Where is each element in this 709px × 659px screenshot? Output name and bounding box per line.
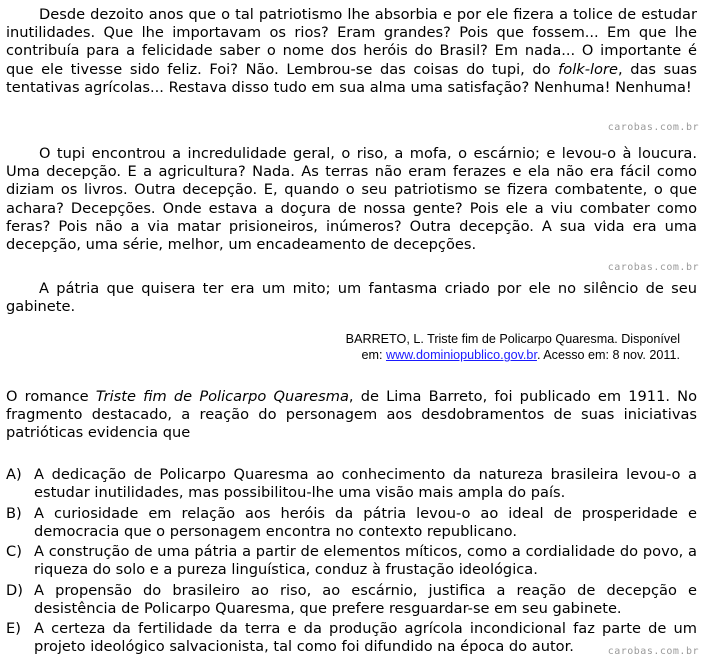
- option-text: A propensão do brasileiro ao riso, ao escárnio, justifica a reação de decepção e desistência de Policarpo Quaresma, que prefere resguardar-se em seu gabinete.: [34, 582, 697, 618]
- option-a[interactable]: [6, 466, 697, 502]
- option-text: A curiosidade em relação aos heróis da pátria levou-o ao ideal de prosperidade e democracia que o personagem encontra no contexto republicano.: [34, 505, 697, 541]
- option-letter: C): [6, 543, 22, 560]
- question-prefix: O romance: [6, 388, 96, 405]
- option-letter: D): [6, 582, 23, 599]
- paragraph-1-italic-term: folk-lore: [558, 60, 618, 78]
- option-e[interactable]: [6, 620, 697, 656]
- citation-line-1: BARRETO, L. Triste fim de Policarpo Quaresma. Disponível: [345, 332, 680, 346]
- citation: [290, 331, 680, 363]
- option-text: A construção de uma pátria a partir de elementos míticos, como a cordialidade do povo, a riqueza do solo e a pureza linguística, conduz à frustação ideológica.: [34, 543, 697, 579]
- option-letter: E): [6, 620, 21, 637]
- question-suffix: , de Lima Barreto, foi publicado em 1911. No fragmento destacado, a reação do personagem aos desdobramentos de suas iniciativas patrióticas evidencia que: [6, 388, 698, 442]
- novel-title: Triste fim de Policarpo Quaresma: [95, 388, 349, 405]
- option-letter: B): [6, 505, 22, 522]
- passage-paragraph-2: [6, 145, 697, 254]
- citation-suffix: . Acesso em: 8 nov. 2011.: [536, 348, 680, 362]
- watermark: carobas.com.br: [607, 646, 699, 657]
- paragraph-3-text: A pátria que quisera ter era um mito; um fantasma criado por ele no silêncio de seu gabinete.: [6, 280, 697, 316]
- question-stem: [6, 388, 697, 443]
- citation-line-2: [290, 347, 680, 363]
- citation-prefix: em:: [361, 348, 386, 362]
- option-d[interactable]: [6, 582, 697, 618]
- watermark: carobas.com.br: [607, 122, 699, 133]
- passage-paragraph-3: [6, 280, 697, 316]
- option-text: A certeza da fertilidade da terra e da produção agrícola incondicional faz parte de um projeto ideológico salvacionista, tal como foi difundido na época do autor.: [34, 620, 697, 656]
- paragraph-2-text: O tupi encontrou a incredulidade geral, o riso, a mofa, o escárnio; e levou-o à loucura. Uma decepção. E a agricultura? Nada. As terras não eram ferazes e ela não era fácil como diziam os livros. Outra decepção. E, quando o seu patriotismo se fizera combatente, o que achara? Decepções. Onde estava a doçura de nossa gente? Pois ele a viu combater como feras? Pois não a via matar prisioneiros, inúmeros? Outra decepção. A sua vida era uma decepção, uma série, melhor, um encadeamento de decepções.: [6, 145, 697, 254]
- paragraph-1-text-b: , das suas tentativas agrícolas... Restava disso tudo em sua alma uma satisfação? Nenhuma! Nenhuma!: [6, 60, 697, 96]
- dominio-publico-link[interactable]: www.dominiopublico.gov.br: [385, 348, 537, 362]
- option-b[interactable]: [6, 505, 697, 541]
- watermark: carobas.com.br: [607, 262, 699, 273]
- option-letter: A): [6, 466, 22, 483]
- paragraph-1-text-a: Desde dezoito anos que o tal patriotismo lhe absorbia e por ele fizera a tolice de estudar inutilidades. Que lhe importavam os rios? Eram grandes? Pois que fossem... Em que lhe contribuía para a felicidade saber o nome dos heróis do Brasil? Em nada... O importante é que ele tivesse sido feliz. Foi? Não. Lembrou-se das coisas do tupi, do: [6, 6, 697, 78]
- option-c[interactable]: [6, 543, 697, 579]
- option-text: A dedicação de Policarpo Quaresma ao conhecimento da natureza brasileira levou-o a estudar inutilidades, mas possibilitou-lhe uma visão mais ampla do país.: [34, 466, 697, 502]
- passage-paragraph-1: [6, 6, 697, 97]
